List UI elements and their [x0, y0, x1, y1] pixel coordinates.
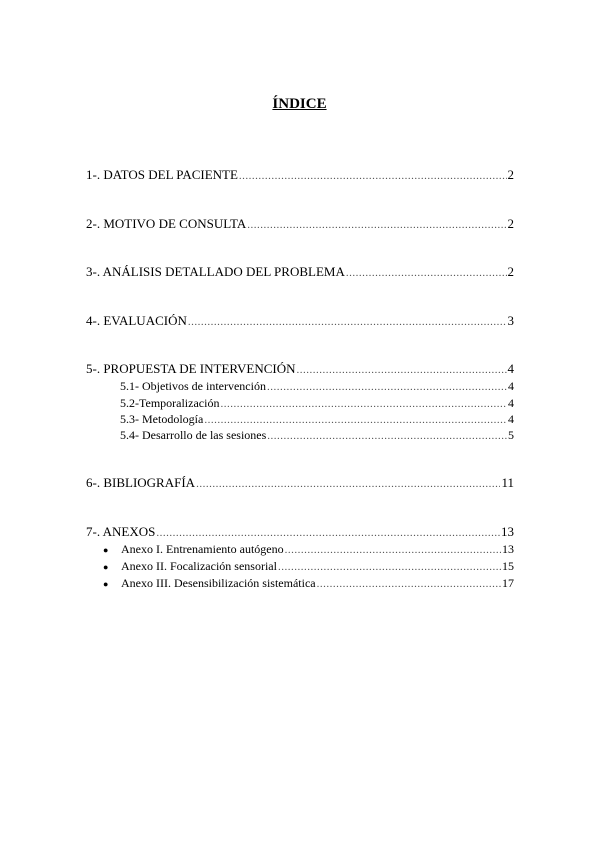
toc-entry-motivo-consulta[interactable]: [86, 216, 514, 233]
toc-entry-analisis-problema[interactable]: [86, 264, 514, 281]
toc-leader-dots: [346, 265, 507, 281]
toc-leader-dots: [239, 168, 507, 184]
toc-leader-dots: [267, 429, 507, 444]
toc-page-number: 4: [508, 412, 514, 426]
toc-page-number: 2: [507, 167, 514, 182]
toc-page-number: 2: [507, 216, 514, 231]
toc-page-number: 11: [501, 475, 514, 490]
toc-leader-dots: [278, 560, 501, 575]
toc-annex-label: Anexo I. Entrenamiento autógeno: [121, 542, 284, 556]
toc-leader-dots: [204, 413, 507, 428]
toc-page-number: 13: [502, 542, 514, 556]
toc-page-number: 13: [501, 524, 514, 539]
toc-leader-dots: [156, 525, 500, 541]
toc-subentry-objetivos[interactable]: [120, 379, 514, 395]
toc-subentry-label: 5.4- Desarrollo de las sesiones: [120, 428, 267, 442]
bullet-icon: ●: [103, 545, 109, 555]
toc-entry-label: 4-. EVALUACIÓN: [86, 313, 187, 328]
toc-subentry-label: 5.2-Temporalización: [120, 396, 220, 410]
toc-subentry-temporalizacion[interactable]: [120, 396, 514, 412]
toc-leader-dots: [297, 362, 507, 378]
toc-leader-dots: [247, 217, 506, 233]
toc-entry-label: 1-. DATOS DEL PACIENTE: [86, 167, 238, 182]
toc-entry-propuesta-intervencion[interactable]: [86, 361, 514, 378]
toc-annex-desensibilizacion[interactable]: [103, 576, 514, 592]
toc-entry-label: 3-. ANÁLISIS DETALLADO DEL PROBLEMA: [86, 264, 345, 279]
index-title: ÍNDICE: [272, 96, 327, 112]
toc-entry-bibliografia[interactable]: [86, 475, 514, 492]
toc-entry-anexos[interactable]: [86, 524, 514, 541]
toc-entry-datos-paciente[interactable]: [86, 167, 514, 184]
toc-page-number: 17: [502, 576, 514, 590]
toc-entry-label: 6-. BIBLIOGRAFÍA: [86, 475, 196, 490]
toc-leader-dots: [196, 476, 500, 492]
toc-annex-entrenamiento-autogeno[interactable]: [103, 542, 514, 558]
toc-leader-dots: [220, 397, 507, 412]
toc-page-number: 5: [508, 428, 514, 442]
toc-subentry-label: 5.1- Objetivos de intervención: [120, 379, 266, 393]
bullet-icon: ●: [103, 579, 109, 589]
toc-annex-label: Anexo II. Focalización sensorial: [121, 559, 277, 573]
toc-subentry-desarrollo-sesiones[interactable]: [120, 428, 514, 444]
toc-page-number: 4: [508, 379, 514, 393]
toc-page-number: 3: [507, 313, 514, 328]
toc-entry-label: 7-. ANEXOS: [86, 524, 156, 539]
toc-page-number: 2: [507, 264, 514, 279]
toc-entry-label: 2-. MOTIVO DE CONSULTA: [86, 216, 247, 231]
toc-entry-evaluacion[interactable]: [86, 313, 514, 330]
toc-page-number: 4: [508, 396, 514, 410]
toc-leader-dots: [267, 380, 507, 395]
bullet-icon: ●: [103, 562, 109, 572]
toc-annex-label: Anexo III. Desensibilización sistemática: [121, 576, 316, 590]
toc-leader-dots: [285, 543, 501, 558]
toc-leader-dots: [188, 314, 507, 330]
toc-subentry-label: 5.3- Metodología: [120, 412, 204, 426]
toc-page-number: 15: [502, 559, 514, 573]
toc-leader-dots: [317, 577, 501, 592]
toc-annex-focalizacion-sensorial[interactable]: [103, 559, 514, 575]
toc-page-number: 4: [507, 361, 514, 376]
toc-subentry-metodologia[interactable]: [120, 412, 514, 428]
toc-entry-label: 5-. PROPUESTA DE INTERVENCIÓN: [86, 361, 296, 376]
